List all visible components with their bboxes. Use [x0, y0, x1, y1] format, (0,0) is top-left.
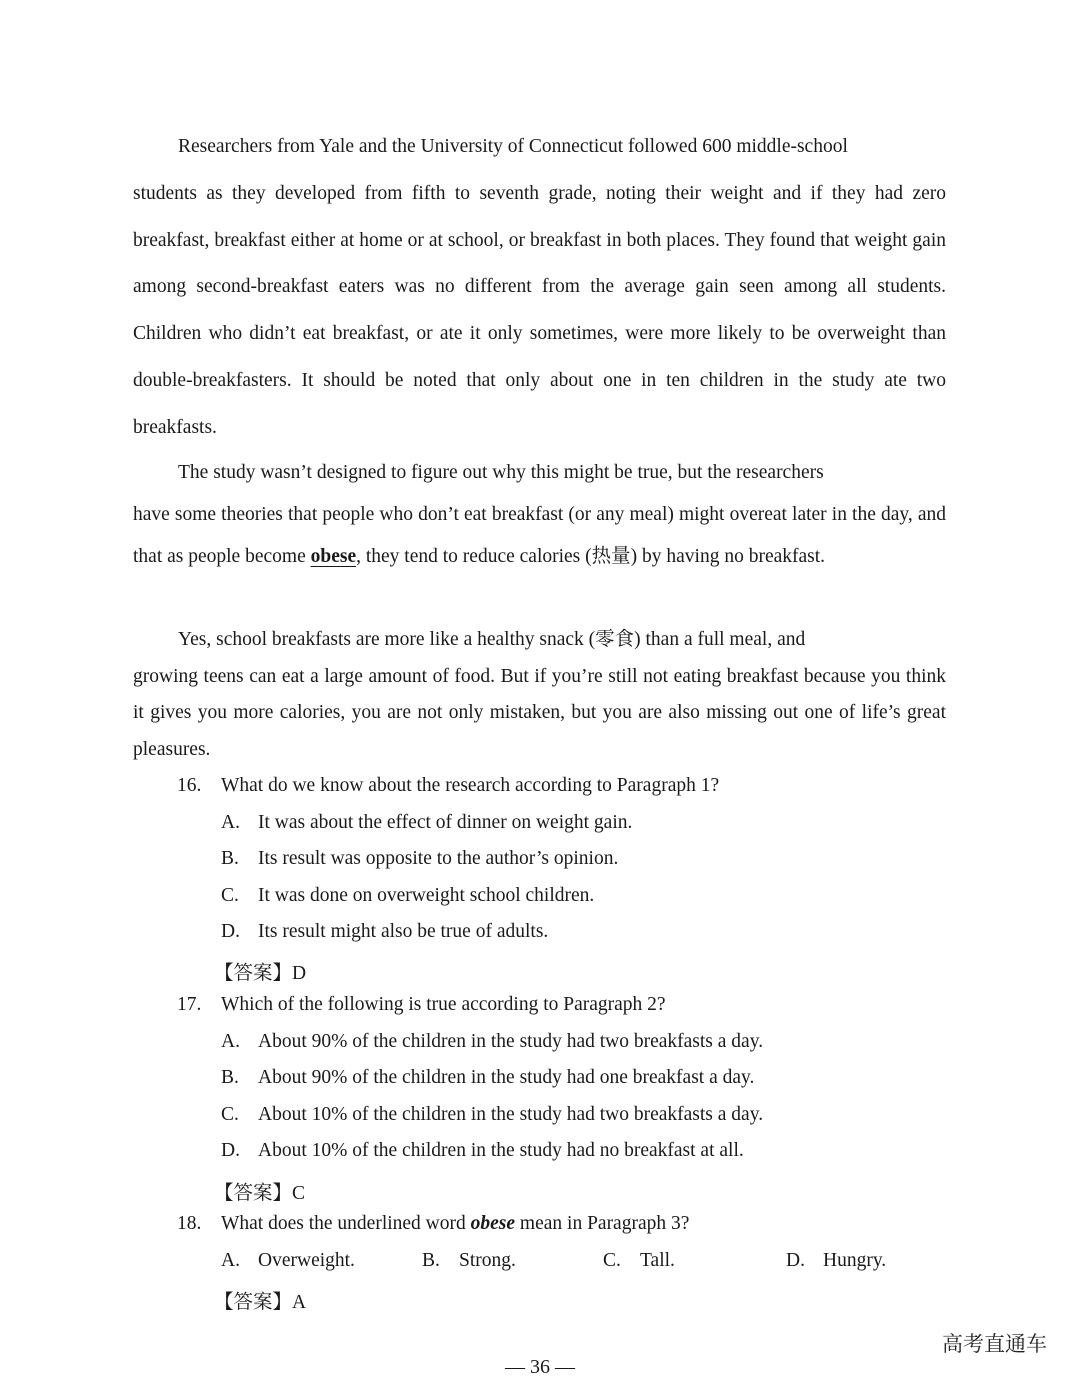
- question-text: Which of the following is true according to Paragraph 2?: [221, 994, 666, 1015]
- paragraph-1-body: students as they developed from fifth to seventh grade, noting their weight and if they had zero breakfast, breakfast either at home or at school, or breakfast in both places. They found that weight gain among second-breakfast eaters was no different from the average gain seen among all students. Children who didn’t eat breakfast, or ate it only sometimes, were more likely to be overweight than double-breakfasters. It should be noted that only about one in ten children in the study ate two breakfasts.: [133, 182, 946, 438]
- option-text: Strong.: [459, 1250, 516, 1271]
- option-label: A.: [221, 1031, 240, 1052]
- question-17: [177, 994, 666, 1016]
- question-18: [177, 1213, 689, 1235]
- option-text: It was done on overweight school children.: [258, 885, 595, 906]
- paragraph-2: [133, 452, 946, 579]
- option-text: Its result was opposite to the author’s opinion.: [258, 848, 619, 869]
- question-16-option-c: [221, 885, 594, 907]
- option-label: A.: [221, 1250, 240, 1271]
- question-number: 18.: [177, 1213, 202, 1234]
- paragraph-3-first-line: Yes, school breakfasts are more like a healthy snack (零食) than a full meal, and: [178, 629, 806, 650]
- option-text: It was about the effect of dinner on weight gain.: [258, 812, 633, 833]
- option-label: D.: [221, 1140, 240, 1161]
- question-17-option-b: [221, 1067, 754, 1089]
- option-text: Its result might also be true of adults.: [258, 921, 549, 942]
- question-16-option-d: [221, 921, 548, 943]
- question-18-option-c: [603, 1250, 675, 1272]
- question-number: 17.: [177, 994, 202, 1015]
- option-label: B.: [221, 848, 239, 869]
- paragraph-1-first-line: Researchers from Yale and the University of Connecticut followed 600 middle-school: [178, 136, 848, 157]
- option-text: About 10% of the children in the study had two breakfasts a day.: [258, 1104, 764, 1125]
- question-18-option-b: [422, 1250, 516, 1272]
- question-18-option-a: [221, 1250, 355, 1272]
- question-18-answer: 【答案】A: [214, 1292, 307, 1313]
- question-17-option-d: [221, 1140, 744, 1162]
- option-label: C.: [221, 1104, 239, 1125]
- option-label: B.: [221, 1067, 239, 1088]
- question-16: [177, 775, 719, 797]
- page-number: — 36 —: [505, 1356, 575, 1378]
- question-16-option-a: [221, 812, 632, 834]
- question-text: What do we know about the research according to Paragraph 1?: [221, 775, 720, 796]
- underlined-word-obese: obese: [310, 546, 357, 568]
- paragraph-1: [133, 124, 946, 452]
- option-label: C.: [603, 1250, 621, 1271]
- question-number: 16.: [177, 775, 202, 796]
- option-label: B.: [422, 1250, 440, 1271]
- option-label: D.: [221, 921, 240, 942]
- question-16-answer: 【答案】D: [214, 963, 307, 984]
- question-18-option-d: [786, 1250, 886, 1272]
- question-emphasized-word: obese: [470, 1213, 516, 1234]
- option-text: Hungry.: [823, 1250, 887, 1271]
- paragraph-3-body: growing teens can eat a large amount of food. But if you’re still not eating breakfast because you think it gives you more calories, you are not only mistaken, but you are also missing out one of life’s great pleasures.: [133, 665, 946, 760]
- option-label: A.: [221, 812, 240, 833]
- option-label: C.: [221, 885, 239, 906]
- paragraph-3: [133, 622, 946, 768]
- option-text: About 90% of the children in the study had one breakfast a day.: [258, 1067, 755, 1088]
- question-16-option-b: [221, 848, 618, 870]
- question-17-option-c: [221, 1104, 763, 1126]
- option-text: About 90% of the children in the study had two breakfasts a day.: [258, 1031, 764, 1052]
- option-label: D.: [786, 1250, 805, 1271]
- question-17-answer: 【答案】C: [214, 1183, 306, 1204]
- paragraph-2-first-line: The study wasn’t designed to figure out why this might be true, but the researchers: [178, 462, 824, 483]
- option-text: Overweight.: [258, 1250, 355, 1271]
- option-text: About 10% of the children in the study had no breakfast at all.: [258, 1140, 744, 1161]
- watermark: 高考直通车: [942, 1332, 1047, 1356]
- question-17-option-a: [221, 1031, 763, 1053]
- question-text-a: What does the underlined word: [221, 1213, 466, 1234]
- option-text: Tall.: [640, 1250, 675, 1271]
- paragraph-2-body-b: , they tend to reduce calories (热量) by having no breakfast.: [356, 546, 826, 568]
- question-text-b: mean in Paragraph 3?: [519, 1213, 690, 1234]
- paragraph-2-body-a: have some theories that people who don’t eat breakfast (or any meal) might overeat later in the day, and that as people become: [133, 504, 946, 568]
